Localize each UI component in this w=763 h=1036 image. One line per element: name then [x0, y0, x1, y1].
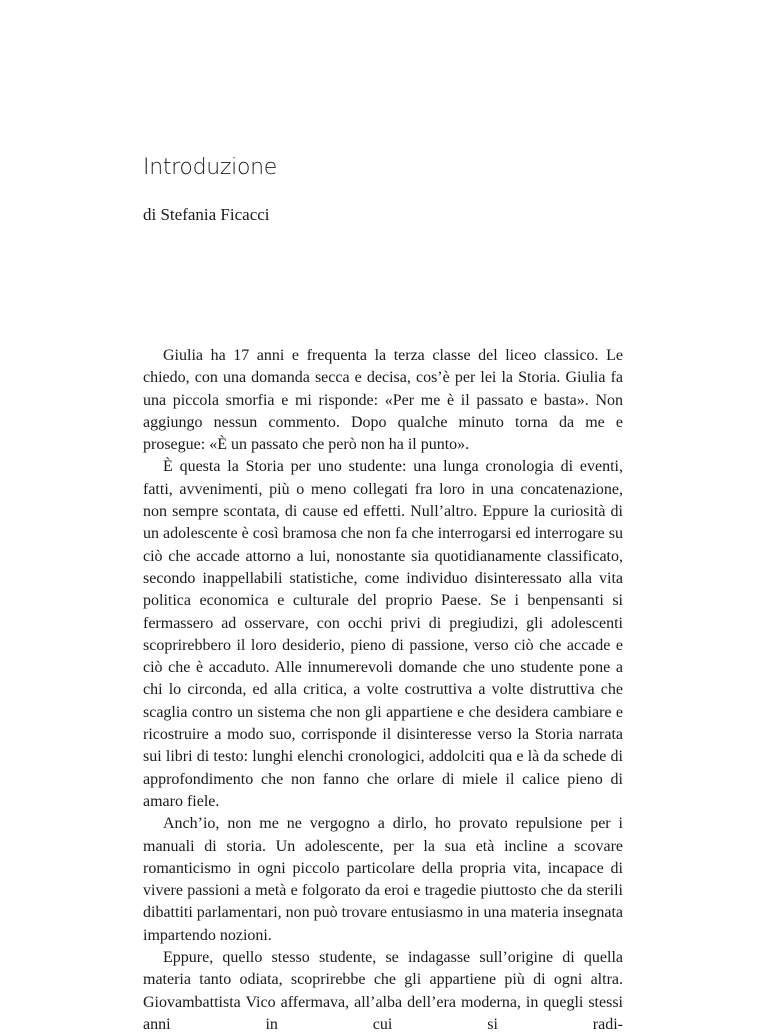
paragraph-1: Giulia ha 17 anni e frequenta la terza classe del liceo classico. Le chiedo, con una domanda secca e decisa, cos’è per lei la Storia. Giulia fa una piccola smorfia e mi risponde: «Per me è il passato e basta». Non aggiungo nessun commento. Dopo qualche minuto torna da me e prosegue: «È un passato che però non ha il punto».: [143, 347, 623, 454]
paragraph-4: Eppure, quello stesso studente, se indagasse sull’origine di quella materia tanto odiata, scoprirebbe che gli appartiene più di ogni altra. Giovambattista Vico affermava, all’alba dell’era moderna, in quegli stessi anni in cui si radi-: [143, 949, 623, 1033]
chapter-title: Introduzione: [143, 155, 277, 180]
chapter-author: di Stefania Ficacci: [143, 205, 270, 224]
paragraph-2: È questa la Storia per uno studente: una lunga cronologia di eventi, fatti, avvenimenti, più o meno collegati fra loro in una concatenazione, non sempre scontata, di cause ed effetti. Null’altro. Eppure la curiosità di un adolescente è così bramosa che non fa che interrogarsi ed interrogare su ciò che accade attorno a lui, nonostante sia quotidianamente classificato, secondo inappellabili statistiche, come individuo disinteressato alla vita politica economica e culturale del proprio Paese. Se i benpensanti si fermassero ad osservare, con occhi privi di pregiudizi, gli adolescenti scoprirebbero il loro desiderio, pieno di passione, verso ciò che accade e ciò che è accaduto. Alle innumerevoli domande che uno studente pone a chi lo circonda, ed alla critica, a volte costruttiva a volte distruttiva che scaglia contro un sistema che non gli appartiene e che desidera cambiare e ricostruire a modo suo, corrisponde il disinteresse verso la Storia narrata sui libri di testo: lunghi elenchi cronologici, addolciti qua e là da schede di approfondimento che non fanno che orlare di miele il calice pieno di amaro fiele.: [143, 458, 623, 810]
paragraph-3: Anch’io, non me ne vergogno a dirlo, ho provato repulsione per i manuali di storia. Un adolescente, per la sua età incline a scovare romanticismo in ogni piccolo particolare della propria vita, incapace di vivere passioni a metà e folgorato da eroi e tragedie piuttosto che da sterili dibattiti parlamentari, non può trovare entusiasmo in una materia insegnata impartendo nozioni.: [143, 815, 623, 944]
chapter-body: [143, 345, 623, 1036]
